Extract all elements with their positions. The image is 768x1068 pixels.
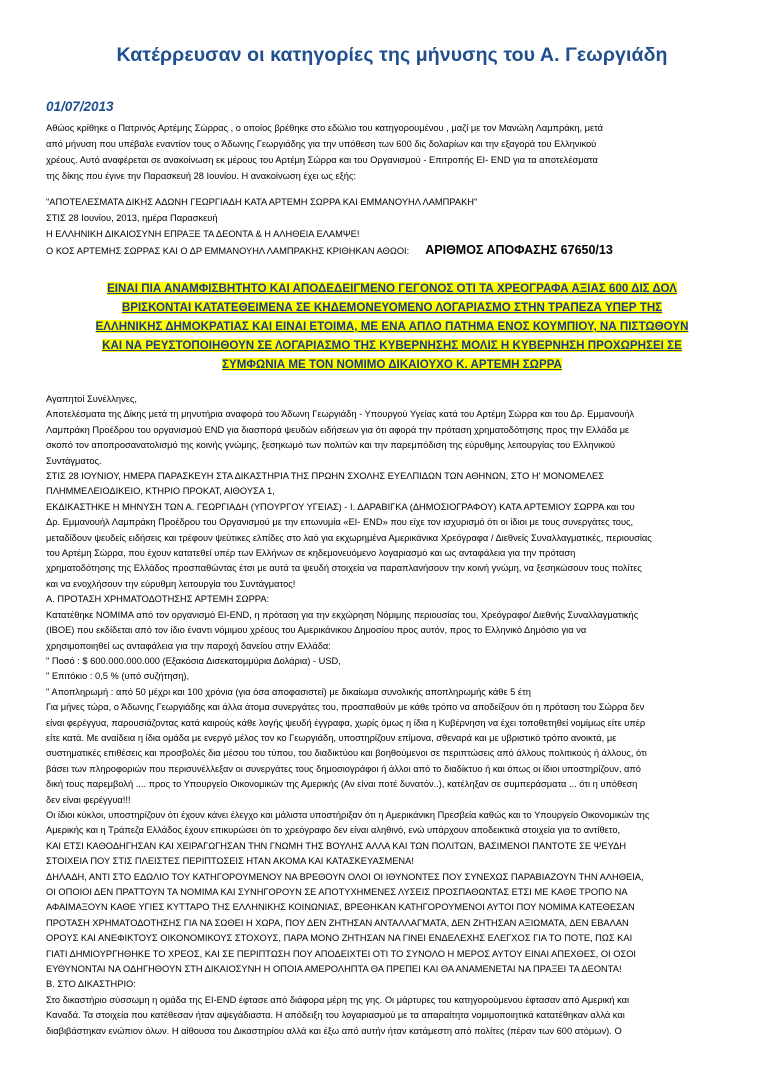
text-line: Β. ΣΤΟ ΔΙΚΑΣΤΗΡΙΟ:: [46, 979, 136, 990]
text-line: " Ποσό : $ 600.000.000.000 (Εξακόσια Δισεκατομμύρια Δολάρια) - USD,: [46, 655, 341, 666]
text-line: και να ενοχλήσουν την εύρυθμη λειτουργία του Συντάγματος!: [46, 578, 296, 589]
text-line: Λαμπράκη Προέδρου του οργανισμού END για διασπορά ψευδών ειδήσεων για ότι αφορά την πρόταση χρηματοδότησης προς την Ελλάδα με: [46, 424, 630, 435]
text-line: Αθώος κρίθηκε ο Πατρινός Αρτέμης Σώρρας , ο οποίος βρέθηκε στο εδώλιο του κατηγορουμένου , μαζί με τον Μανώλη Λαμπράκη, μετά: [46, 123, 604, 133]
text-line: μεταδίδουν ψευδείς ειδήσεις και τρέφουν ψεύτικες ελπίδες στο λαό για εκχωρημένα Αμερικάνικα Χρεόγραφα / Διεθνείς Συναλλαγματικές, περιουσίας: [46, 532, 652, 543]
highlighted-statement: [46, 279, 738, 374]
text-line: ΣΤΙΣ 28 Ιουνίου, 2013, ημέρα Παρασκευή: [46, 213, 218, 223]
text-line: ΚΑΙ ΕΤΣΙ ΚΑΘΟΔΗΓΗΣΑΝ ΚΑΙ ΧΕΙΡΑΓΩΓΗΣΑΝ ΤΗΝ ΓΝΩΜΗ ΤΗΣ ΒΟΥΛΗΣ ΑΛΛΑ ΚΑΙ ΤΩΝ ΠΟΛΙΤΩΝ, ΒΑΣΙΜΕΝΟΙ ΠΑΝΤΟΤΕ ΣΕ ΨΕΥΔΗ: [46, 840, 627, 851]
text-line: δική τους παρεμβολή .... προς το Υπουργείο Οικονομικών της Αμερικής (Αν είναι ποτέ δυνατόν..), κατέληξαν σε συμπεράσματα ... ότι η υπόθεση: [46, 779, 638, 790]
text-line: ΓΙΑΤΙ ΔΗΜΙΟΥΡΓΗΘΗΚΕ ΤΟ ΧΡΕΟΣ, ΚΑΙ ΣΕ ΠΕΡΙΠΤΩΣΗ ΠΟΥ ΑΠΟΔΕΙΧΤΕΙ ΟΤΙ ΤΟ ΣΥΝΟΛΟ Η ΜΕΡΟΣ ΑΥΤΟΥ ΕΙΝΑΙ ΑΠΕΧΘΕΣ, ΟΙ ΟΣΟΙ: [46, 948, 637, 959]
decision-number: ΑΡΙΘΜΟΣ ΑΠΟΦΑΣΗΣ 67650/13: [425, 243, 613, 257]
text-line: Αμερικής και η Τράπεζα Ελλάδος έχουν επικυρώσει ότι το χρεόγραφο δεν είναι αληθινό, ενώ υπάρχουν αποδεικτικά στοιχεία για το αντίθετο,: [46, 825, 621, 836]
text-line: ΠΡΟΤΑΣΗ ΧΡΗΜΑΤΟΔΟΤΗΣΗΣ ΓΙΑ ΝΑ ΣΩΘΕΙ Η ΧΩΡΑ, ΠΟΥ ΔΕΝ ΖΗΤΗΣΑΝ ΑΝΤΑΛΛΑΓΜΑΤΑ, ΔΕΝ ΖΗΤΗΣΑΝ ΑΞΙΩΜΑΤΑ, ΔΕΝ ΕΒΑΛΑΝ: [46, 917, 629, 928]
intro-paragraph: [46, 120, 738, 184]
highlight-line: ΒΡΙΣΚΟΝΤΑΙ ΚΑΤΑΤΕΘΕΙΜΕΝΑ ΣΕ ΚΗΔΕΜΟΝΕΥΟΜΕΝΟ ΛΟΓΑΡΙΑΣΜΟ ΣΤΗΝ ΤΡΑΠΕΖΑ ΥΠΕΡ ΤΗΣ: [121, 301, 663, 314]
text-line: από μήνυση που υπέβαλε εναντίον τους ο Άδωνης Γεωργιάδης για την υπόθεση των 600 δις δολαρίων και την εξαγορά του Ελληνικού: [46, 139, 597, 149]
text-line: βάσει των πληροφοριών που περισυνέλλεξαν οι συνεργάτες τους δημοσιογράφοι ή άλλοι από το διαδίκτυο ή και όπως οι ίδιοι υποστηρίζουν, από: [46, 763, 641, 774]
text-line: είτε κατά. Με αναίδεια η ίδια ομάδα με ενεργό μέλος τον κο Γεωργιάδη, υποστηρίζουν επίμονα, σθεναρά και με υβριστικό τρόπο ανοικτά, με: [46, 732, 617, 743]
text-line: Καναδά. Τα στοιχεία που κατέθεσαν ήταν αψεγάδιαστα. Η απόδειξη του λογαριασμού με τα απαραίτητα νομιμοποιητικά κατατέθηκαν αλλά και: [46, 1010, 625, 1021]
text-line: είναι φερέγγυα, παρουσιάζοντας κατά καιρούς κάθε λογής ψευδή έγγραφα, χωρίς όμως η ίδια η Κυβέρνηση να έχει τοποθετηθεί νομίμως είτε υπέρ: [46, 717, 646, 728]
text-line: διαβιβάστηκαν ενώπιον όλων. Η αίθουσα του Δικαστηρίου αλλά και έξω από αυτήν ήταν κατάμεστη από πολίτες (πέραν των 600 ατόμων). Ο: [46, 1025, 622, 1036]
text-line: Αποτελέσματα της Δίκης μετά τη μηνυτήρια αναφορά του Άδωνη Γεωργιάδη - Υπουργού Υγείας κατά του Αρτέμη Σώρρα και του Δρ. Εμμανουήλ: [46, 409, 635, 420]
highlight-line: ΣΥΜΦΩΝΙΑ ΜΕ ΤΟΝ ΝΟΜΙΜΟ ΔΙΚΑΙΟΥΧΟ Κ. ΑΡΤΕΜΗ ΣΩΡΡΑ: [222, 358, 562, 371]
acquittal-line: [46, 242, 738, 259]
text-line: ΔΗΛΑΔΗ, ΑΝΤΙ ΣΤΟ ΕΔΩΛΙΟ ΤΟΥ ΚΑΤΗΓΟΡΟΥΜΕΝΟΥ ΝΑ ΒΡΕΘΟΥΝ ΟΛΟΙ ΟΙ ΙΘΥΝΟΝΤΕΣ ΠΟΥ ΣΥΝΕΧΩΣ ΠΑΡΑΒΙΑΖΟΥΝ ΤΗΝ ΑΛΗΘΕΙΑ,: [46, 871, 644, 882]
text-line: Η ΕΛΛΗΝΙΚΗ ΔΙΚΑΙΟΣΥΝΗ ΕΠΡΑΞΕ ΤΑ ΔΕΟΝΤΑ & Η ΑΛΗΘΕΙΑ ΕΛΑΜΨΕ!: [46, 229, 360, 239]
text-line: δεν είναι φερέγγυα!!!: [46, 794, 131, 805]
text-line: ΟΡΟΥΣ ΚΑΙ ΑΝΕΦΙΚΤΟΥΣ ΟΙΚΟΝΟΜΙΚΟΥΣ ΣΤΟΧΟΥΣ, ΠΑΡΑ ΜΟΝΟ ΖΗΤΗΣΑΝ ΝΑ ΓΙΝΕΙ ΕΝΔΕΛΕΧΗΣ ΕΛΕΓΧΟΣ ΓΙΑ ΤΟ ΠΟΤΕ, ΠΩΣ ΚΑΙ: [46, 933, 633, 944]
acquittal-text: Ο ΚΟΣ ΑΡΤΕΜΗΣ ΣΩΡΡΑΣ ΚΑΙ Ο ΔΡ ΕΜΜΑΝΟΥΗΛ ΛΑΜΠΡΑΚΗΣ ΚΡΙΘΗΚΑΝ ΑΘΩΟΙ:: [46, 246, 410, 256]
text-line: " Επιτόκιο : 0,5 % (υπό συζήτηση),: [46, 671, 190, 682]
text-line: ΑΦΑΙΜΑΞΟΥΝ ΚΑΘΕ ΥΓΙΕΣ ΚΥΤΤΑΡΟ ΤΗΣ ΕΛΛΗΝΙΚΗΣ ΚΟΙΝΩΝΙΑΣ, ΒΡΕΘΗΚΑΝ ΚΑΤΗΓΟΡΟΥΜΕΝΟΙ ΑΥΤΟΙ ΠΟΥ ΝΟΜΙΜΑ ΚΑΤΕΘΕΣΑΝ: [46, 902, 635, 913]
highlight-line: ΕΛΛΗΝΙΚΗΣ ΔΗΜΟΚΡΑΤΙΑΣ ΚΑΙ ΕΙΝΑΙ ΕΤΟΙΜΑ, ΜΕ ΕΝΑ ΑΠΛΟ ΠΑΤΗΜΑ ΕΝΟΣ ΚΟΥΜΠΙΟΥ, ΝΑ ΠΙΣΤΩΘΟΥΝ: [95, 320, 689, 333]
text-line: ΠΛΗΜΜΕΛΕΙΟΔΙΚΕΙΟ, ΚΤΗΡΙΟ ΠΡΟΚΑΤ, ΑΙΘΟΥΣΑ 1,: [46, 486, 275, 497]
text-line: Συντάγματος.: [46, 455, 102, 466]
text-line: Αγαπητοί Συνέλληνες,: [46, 394, 137, 404]
text-line: ΣΤΟΙΧΕΙΑ ΠΟΥ ΣΤΙΣ ΠΛΕΙΣΤΕΣ ΠΕΡΙΠΤΩΣΕΙΣ ΗΤΑΝ ΑΚΟΜΑ ΚΑΙ ΚΑΤΑΣΚΕΥΑΣΜΕΝΑ!: [46, 856, 414, 867]
quote-block: [46, 194, 738, 242]
highlight-line: ΚΑΙ ΝΑ ΡΕΥΣΤΟΠΟΙΗΘΟΥΝ ΣΕ ΛΟΓΑΡΙΑΣΜΟ ΤΗΣ ΚΥΒΕΡΝΗΣΗΣ ΜΟΛΙΣ Η ΚΥΒΕΡΝΗΣΗ ΠΡΟΧΩΡΗΣΕΙ ΣΕ: [102, 339, 682, 352]
document-page: [0, 44, 768, 1068]
text-line: ΕΚΔΙΚΑΣΤΗΚΕ Η ΜΗΝΥΣΗ ΤΩΝ Α. ΓΕΩΡΓΙΑΔΗ (ΥΠΟΥΡΓΟΥ ΥΓΕΙΑΣ) - Ι. ΔΑΡΑΒΙΓΚΑ (ΔΗΜΟΣΙΟΓΡΑΦΟΥ) ΚΑΤΑ ΑΡΤΕΜΙΟΥ ΣΩΡΡΑ και του: [46, 501, 635, 512]
page-title: Κατέρρευσαν οι κατηγορίες της μήνυσης του Α. Γεωργιάδη: [116, 44, 668, 66]
text-line: " Αποπληρωμή : από 50 μέχρι και 100 χρόνια (για όσα αποφασιστεί) με δικαίωμα συνολικής αποπληρωμής κάθε 5 έτη: [46, 686, 531, 697]
text-line: Για μήνες τώρα, ο Άδωνης Γεωργιάδης και άλλα άτομα συνεργάτες του, προσπαθούν με κάθε τρόπο να αποδείξουν ότι η πρόταση του Σώρρα δεν: [46, 702, 645, 713]
text-line: χρηματοδότησης της Ελλάδος προσπαθώντας έτσι με αυτά τα ψευδή στοιχεία να παραπλανήσουν την κοινή γνώμη, να ξεσηκώσουν τους πολίτες: [46, 563, 642, 574]
text-line: Α. ΠΡΟΤΑΣΗ ΧΡΗΜΑΤΟΔΟΤΗΣΗΣ ΑΡΤΕΜΗ ΣΩΡΡΑ:: [46, 594, 270, 605]
text-line: "ΑΠΟΤΕΛΕΣΜΑΤΑ ΔΙΚΗΣ ΑΔΩΝΗ ΓΕΩΡΓΙΑΔΗ ΚΑΤΑ ΑΡΤΕΜΗ ΣΩΡΡΑ ΚΑΙ ΕΜΜΑΝΟΥΗΛ ΛΑΜΠΡΑΚΗ": [46, 197, 478, 207]
body-text: [46, 392, 738, 1039]
text-line: Οι ίδιοι κύκλοι, υποστηρίζουν ότι έχουν κάνει έλεγχο και μάλιστα υποστήριξαν ότι η Αμερικάνικη Πρεσβεία καθώς και το Υπουργείο Οικονομικών της: [46, 809, 650, 820]
text-line: χρέους. Αυτό αναφέρεται σε ανακοίνωση εκ μέρους του Αρτέμη Σώρρα και του Οργανισμού - Επιτροπής EI- END για τα αποτελέσματα: [46, 155, 598, 165]
text-line: του Αρτέμη Σώρρα, που έχουν κατατεθεί υπέρ των Ελλήνων σε κηδεμονευόμενο λογαριασμό και ως ανταφάλεια για την πρόταση: [46, 548, 576, 559]
text-line: Στο δικαστήριο σύσσωμη η ομάδα της ΕΙ-END έφτασε από διάφορα μέρη της γης. Οι μάρτυρες του κατηγορούμενου έφτασαν από Αμερική και: [46, 994, 630, 1005]
text-line: ΕΥΘΥΝΟΝΤΑΙ ΝΑ ΟΔΗΓΗΘΟΥΝ ΣΤΗ ΔΙΚΑΙΟΣΥΝΗ Η ΟΠΟΙΑ ΑΜΕΡΟΛΗΠΤΑ ΘΑ ΠΡΕΠΕΙ ΚΑΙ ΘΑ ΑΝΑΜΕΝΕΤΑΙ ΝΑ ΠΡΑΞΕΙ ΤΑ ΔΕΟΝΤΑ!: [46, 964, 622, 975]
text-line: Δρ. Εμμανουήλ Λαμπράκη Προέδρου του Οργανισμού με την επωνυμία «EI- END» που είχε τον ισχυρισμό ότι οι ίδιοι με τους συνεργάτες τους,: [46, 517, 634, 528]
text-line: χρησιμοποιηθεί ως ανταφάλεια για την παροχή δανείου στην Ελλάδα:: [46, 640, 331, 651]
text-line: (IBOE) που εκδίδεται από τον ίδιο έναντι νόμιμου χρέους του Αμερικάνικου Δημοσίου προς αυτόν, προς το Ελληνικό Δημόσιο για να: [46, 625, 587, 636]
text-line: συστηματικές επιθέσεις και προσβολές δια μέσου του τύπου, του διαδικτύου και βοηθούμενοι σε περιπτώσεις από άλλους πολιτικούς ή άλλους, ότι: [46, 748, 647, 759]
text-line: ΣΤΙΣ 28 ΙΟΥΝΙΟΥ, ΗΜΕΡΑ ΠΑΡΑΣΚΕΥΗ ΣΤΑ ΔΙΚΑΣΤΗΡΙΑ ΤΗΣ ΠΡΩΗΝ ΣΧΟΛΗΣ ΕΥΕΛΠΙΔΩΝ ΤΩΝ ΑΘΗΝΩΝ, ΣΤΟ Η' ΜΟΝΟΜΕΛΕΣ: [46, 471, 604, 482]
text-line: της δίκης που έγινε την Παρασκευή 28 Ιουνίου. Η ανακοίνωση έχει ως εξής:: [46, 171, 357, 181]
text-line: σκοπό τον αποπροσανατολισμό της κοινής γνώμης, ξεσηκωμό των πολιτών και την παρεμπόδιση της εύρυθμης λειτουργίας του Ελληνικού: [46, 440, 615, 451]
text-line: Κατατέθηκε ΝΟΜΙΜΑ από τον οργανισμό ΕΙ-END, η πρόταση για την εκχώρηση Νόμιμης περιουσίας του, Χρεόγραφο/ Διεθνής Συναλλαγματικής: [46, 609, 639, 620]
article-date: 01/07/2013: [46, 99, 114, 114]
text-line: ΟΙ ΟΠΟΙΟΙ ΔΕΝ ΠΡΑΤΤΟΥΝ ΤΑ ΝΟΜΙΜΑ ΚΑΙ ΣΥΝΗΓΟΡΟΥΝ ΣΕ ΑΠΟΤΥΧΗΜΕΝΕΣ ΛΥΣΕΙΣ ΠΡΟΣΠΑΘΩΝΤΑΣ ΕΤΣΙ ΜΕ ΚΑΘΕ ΤΡΟΠΟ ΝΑ: [46, 887, 628, 897]
highlight-line: ΕΙΝΑΙ ΠΙΑ ΑΝΑΜΦΙΣΒΗΤΗΤΟ ΚΑΙ ΑΠΟΔΕΔΕΙΓΜΕΝΟ ΓΕΓΟΝΟΣ ΟΤΙ ΤΑ ΧΡΕΟΓΡΑΦΑ ΑΞΙΑΣ 600 ΔΙΣ ΔΟΛ: [107, 282, 677, 295]
